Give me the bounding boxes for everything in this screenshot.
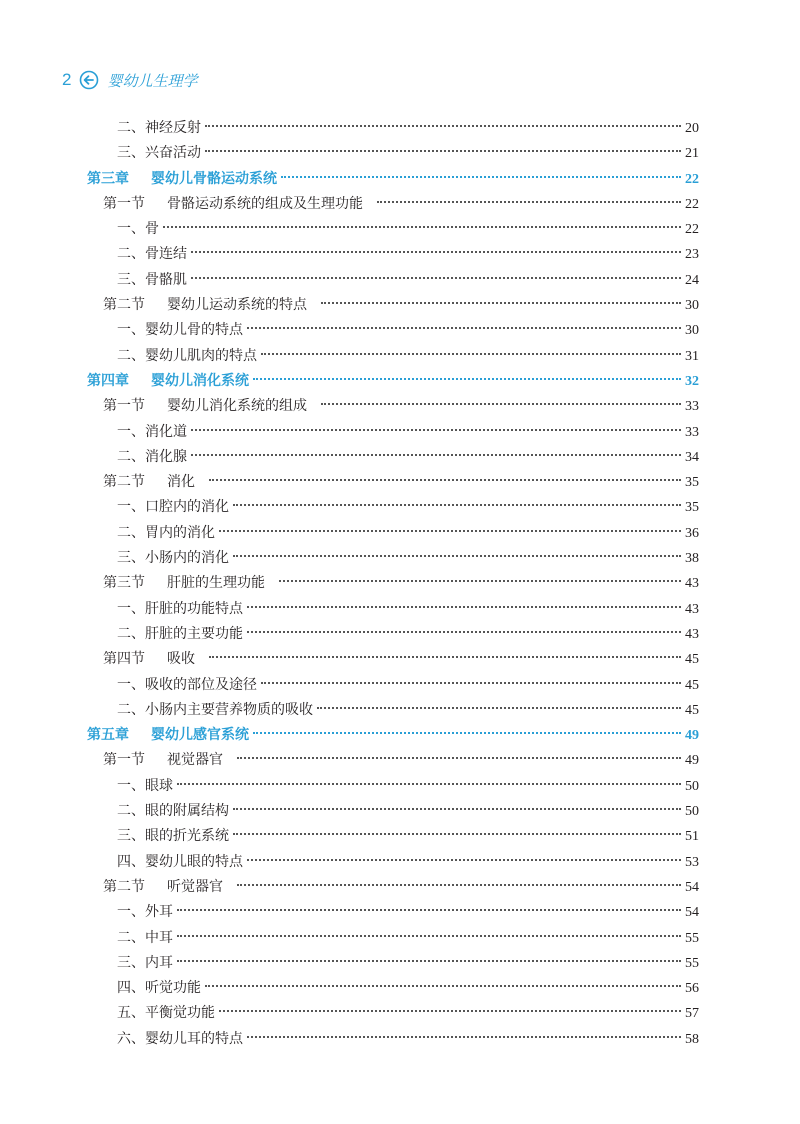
toc-item-row[interactable] xyxy=(87,318,699,343)
toc-entry-title: 吸收 xyxy=(167,651,195,668)
toc-page-number: 54 xyxy=(685,879,699,895)
dot-leader xyxy=(233,833,681,835)
toc-page-number: 35 xyxy=(685,475,699,491)
toc-section-row[interactable] xyxy=(87,394,699,419)
toc-page-number: 56 xyxy=(685,981,699,997)
toc-entry-label xyxy=(103,748,223,773)
dot-leader xyxy=(233,555,681,557)
toc-page-number: 45 xyxy=(685,677,699,693)
toc-entry-title: 二、神经反射 xyxy=(117,120,201,136)
toc-entry-title: 婴幼儿消化系统的组成 xyxy=(167,398,307,415)
dot-leader xyxy=(317,707,681,709)
dot-leader xyxy=(219,530,681,532)
dot-leader xyxy=(281,176,681,178)
toc-entry-label xyxy=(117,774,173,799)
toc-item-row[interactable] xyxy=(87,976,699,1001)
toc-item-row[interactable] xyxy=(87,268,699,293)
toc-item-row[interactable] xyxy=(87,774,699,799)
toc-section-row[interactable] xyxy=(87,748,699,773)
toc-item-row[interactable] xyxy=(87,546,699,571)
toc-page-number: 33 xyxy=(685,399,699,415)
toc-page-number: 36 xyxy=(685,525,699,541)
toc-entry-label xyxy=(87,167,277,192)
toc-entry-label xyxy=(117,318,243,343)
toc-entry-title: 听觉器官 xyxy=(167,878,223,895)
toc-item-row[interactable] xyxy=(87,344,699,369)
dot-leader xyxy=(321,403,681,405)
toc-entry-title: 三、兴奋活动 xyxy=(117,145,201,162)
toc-section-row[interactable] xyxy=(87,647,699,672)
toc-entry-label xyxy=(117,420,187,445)
toc-item-row[interactable] xyxy=(87,900,699,925)
toc-item-row[interactable] xyxy=(87,1027,699,1052)
toc-entry-title: 消化 xyxy=(167,474,195,491)
toc-entry-number: 第四节 xyxy=(103,651,145,668)
toc-item-row[interactable] xyxy=(87,116,699,141)
toc-entry-label xyxy=(117,622,243,647)
toc-entry-title: 一、吸收的部位及途径 xyxy=(117,676,257,693)
toc-entry-title: 骨骼运动系统的组成及生理功能 xyxy=(167,195,363,212)
toc-page-number: 22 xyxy=(685,222,699,238)
toc-entry-label xyxy=(117,242,187,267)
toc-section-row[interactable] xyxy=(87,571,699,596)
dot-leader xyxy=(247,1036,681,1038)
toc-entry-title: 二、消化腺 xyxy=(117,448,187,465)
toc-entry-label xyxy=(103,394,307,419)
toc-page-number: 54 xyxy=(685,905,699,921)
toc-entry-label xyxy=(117,141,201,166)
dot-leader xyxy=(209,479,681,481)
toc-page-number: 58 xyxy=(685,1031,699,1047)
toc-entry-title: 肝脏的生理功能 xyxy=(167,575,265,592)
toc-entry-label xyxy=(87,723,249,748)
dot-leader xyxy=(247,327,681,329)
toc-page-number: 21 xyxy=(685,146,699,162)
dot-leader xyxy=(321,302,681,304)
toc-entry-label xyxy=(103,293,307,318)
toc-entry-number: 第三节 xyxy=(103,575,145,592)
toc-page-number: 38 xyxy=(685,551,699,567)
toc-item-row[interactable] xyxy=(87,673,699,698)
page-number: 2 xyxy=(62,70,72,89)
toc-entry-title: 婴幼儿骨骼运动系统 xyxy=(151,170,277,187)
toc-chapter-row[interactable] xyxy=(87,369,699,394)
toc-item-row[interactable] xyxy=(87,926,699,951)
toc-page-number: 24 xyxy=(685,272,699,288)
toc-entry-number: 第五章 xyxy=(87,727,129,744)
table-of-contents xyxy=(87,116,699,1052)
toc-entry-label xyxy=(117,344,257,369)
toc-entry-number: 第二节 xyxy=(103,878,145,895)
dot-leader xyxy=(163,226,681,228)
dot-leader xyxy=(191,277,681,279)
toc-entry-label xyxy=(117,1027,243,1052)
toc-item-row[interactable] xyxy=(87,1001,699,1026)
dot-leader xyxy=(233,808,681,810)
toc-item-row[interactable] xyxy=(87,521,699,546)
toc-entry-label xyxy=(103,875,223,900)
toc-page-number: 45 xyxy=(685,652,699,668)
toc-entry-number: 第一节 xyxy=(103,752,145,769)
toc-entry-label xyxy=(117,445,187,470)
dot-leader xyxy=(237,884,681,886)
toc-entry-title: 四、婴幼儿眼的特点 xyxy=(117,853,243,870)
toc-entry-title: 视觉器官 xyxy=(167,752,223,769)
dot-leader xyxy=(233,504,681,506)
toc-entry-label xyxy=(117,900,173,925)
toc-entry-number: 第二节 xyxy=(103,474,145,491)
toc-entry-number: 第三章 xyxy=(87,170,129,187)
toc-entry-title: 一、眼球 xyxy=(117,777,173,794)
toc-item-row[interactable] xyxy=(87,445,699,470)
toc-section-row[interactable] xyxy=(87,192,699,217)
toc-item-row[interactable] xyxy=(87,420,699,445)
toc-entry-label xyxy=(117,850,243,875)
dot-leader xyxy=(205,150,681,152)
toc-item-row[interactable] xyxy=(87,242,699,267)
toc-page-number: 43 xyxy=(685,576,699,592)
toc-entry-title: 四、听觉功能 xyxy=(117,980,201,997)
dot-leader xyxy=(247,859,681,861)
toc-page-number: 43 xyxy=(685,626,699,642)
dot-leader xyxy=(209,656,681,658)
toc-entry-title: 一、肝脏的功能特点 xyxy=(117,600,243,617)
toc-entry-title: 婴幼儿运动系统的特点 xyxy=(167,297,307,314)
toc-entry-label xyxy=(117,217,159,242)
running-header xyxy=(62,66,197,94)
toc-item-row[interactable] xyxy=(87,824,699,849)
toc-chapter-row[interactable] xyxy=(87,167,699,192)
toc-page-number: 49 xyxy=(685,753,699,769)
toc-page-number: 22 xyxy=(685,171,699,187)
toc-page-number: 22 xyxy=(685,196,699,212)
dot-leader xyxy=(191,251,681,253)
dot-leader xyxy=(177,909,681,911)
toc-page-number: 51 xyxy=(685,829,699,845)
dot-leader xyxy=(237,757,681,759)
book-title: 婴幼儿生理学 xyxy=(107,71,198,90)
dot-leader xyxy=(177,960,681,962)
toc-page-number: 30 xyxy=(685,298,699,314)
dot-leader xyxy=(253,732,681,734)
toc-entry-label xyxy=(117,597,243,622)
toc-entry-label xyxy=(103,647,195,672)
toc-entry-number: 第四章 xyxy=(87,372,129,389)
toc-item-row[interactable] xyxy=(87,850,699,875)
dot-leader xyxy=(247,606,681,608)
toc-entry-label xyxy=(117,268,187,293)
toc-entry-title: 六、婴幼儿耳的特点 xyxy=(117,1030,243,1047)
toc-entry-title: 二、胃内的消化 xyxy=(117,524,215,541)
toc-entry-label xyxy=(117,116,201,141)
dot-leader xyxy=(247,631,681,633)
toc-entry-label xyxy=(117,546,229,571)
toc-entry-label xyxy=(117,521,215,546)
toc-entry-label xyxy=(117,799,229,824)
toc-page-number: 32 xyxy=(685,373,699,389)
dot-leader xyxy=(205,125,681,127)
toc-entry-number: 第一节 xyxy=(103,398,145,415)
dot-leader xyxy=(253,378,681,380)
toc-page-number: 31 xyxy=(685,348,699,364)
toc-section-row[interactable] xyxy=(87,470,699,495)
toc-page-number: 20 xyxy=(685,121,699,136)
toc-page-number: 43 xyxy=(685,601,699,617)
toc-entry-title: 一、婴幼儿骨的特点 xyxy=(117,322,243,339)
toc-chapter-row[interactable] xyxy=(87,723,699,748)
dot-leader xyxy=(261,353,681,355)
toc-page-number: 55 xyxy=(685,930,699,946)
toc-page-number: 35 xyxy=(685,500,699,516)
toc-page-number: 49 xyxy=(685,728,699,744)
toc-page-number: 34 xyxy=(685,449,699,465)
toc-entry-label xyxy=(87,369,249,394)
toc-entry-title: 二、婴幼儿肌肉的特点 xyxy=(117,347,257,364)
toc-page-number: 23 xyxy=(685,247,699,263)
toc-entry-label xyxy=(103,571,265,596)
toc-page-number: 50 xyxy=(685,778,699,794)
toc-item-row[interactable] xyxy=(87,799,699,824)
toc-entry-number: 第二节 xyxy=(103,297,145,314)
toc-page-number: 45 xyxy=(685,702,699,718)
toc-item-row[interactable] xyxy=(87,597,699,622)
toc-entry-label xyxy=(117,673,257,698)
toc-entry-title: 三、内耳 xyxy=(117,954,173,971)
dot-leader xyxy=(177,935,681,937)
dot-leader xyxy=(279,580,681,582)
toc-entry-title: 婴幼儿消化系统 xyxy=(151,372,249,389)
toc-section-row[interactable] xyxy=(87,293,699,318)
dot-leader xyxy=(177,783,681,785)
toc-entry-title: 一、消化道 xyxy=(117,423,187,440)
dot-leader xyxy=(205,985,681,987)
toc-entry-title: 三、骨骼肌 xyxy=(117,271,187,288)
dot-leader xyxy=(219,1010,681,1012)
toc-item-row[interactable] xyxy=(87,951,699,976)
back-arrow-icon xyxy=(79,70,99,90)
toc-page-number: 57 xyxy=(685,1006,699,1022)
dot-leader xyxy=(377,201,681,203)
toc-entry-title: 一、骨 xyxy=(117,221,159,238)
toc-item-row[interactable] xyxy=(87,622,699,647)
toc-entry-label xyxy=(117,824,229,849)
toc-entry-title: 一、口腔内的消化 xyxy=(117,499,229,516)
toc-item-row[interactable] xyxy=(87,495,699,520)
toc-page-number: 50 xyxy=(685,804,699,820)
toc-entry-title: 婴幼儿感官系统 xyxy=(151,727,249,744)
toc-page-number: 53 xyxy=(685,854,699,870)
toc-entry-label xyxy=(103,192,363,217)
toc-entry-title: 二、中耳 xyxy=(117,929,173,946)
toc-section-row[interactable] xyxy=(87,875,699,900)
toc-entry-label xyxy=(117,1001,215,1026)
toc-entry-title: 一、外耳 xyxy=(117,904,173,921)
toc-entry-label xyxy=(103,470,195,495)
toc-page-number: 30 xyxy=(685,323,699,339)
toc-entry-label xyxy=(117,698,313,723)
toc-page-number: 33 xyxy=(685,424,699,440)
toc-entry-label xyxy=(117,976,201,1001)
toc-entry-number: 第一节 xyxy=(103,195,145,212)
toc-entry-title: 三、眼的折光系统 xyxy=(117,828,229,845)
toc-item-row[interactable] xyxy=(87,141,699,166)
toc-page-number: 55 xyxy=(685,955,699,971)
toc-entry-title: 三、小肠内的消化 xyxy=(117,550,229,567)
toc-entry-label xyxy=(117,951,173,976)
toc-entry-label xyxy=(117,926,173,951)
toc-entry-title: 二、眼的附属结构 xyxy=(117,803,229,820)
toc-entry-title: 二、小肠内主要营养物质的吸收 xyxy=(117,701,313,718)
toc-item-row[interactable] xyxy=(87,698,699,723)
toc-entry-title: 二、骨连结 xyxy=(117,246,187,263)
toc-entry-title: 二、肝脏的主要功能 xyxy=(117,625,243,642)
dot-leader xyxy=(191,454,681,456)
toc-entry-label xyxy=(117,495,229,520)
dot-leader xyxy=(191,429,681,431)
toc-entry-title: 五、平衡觉功能 xyxy=(117,1005,215,1022)
dot-leader xyxy=(261,682,681,684)
toc-item-row[interactable] xyxy=(87,217,699,242)
